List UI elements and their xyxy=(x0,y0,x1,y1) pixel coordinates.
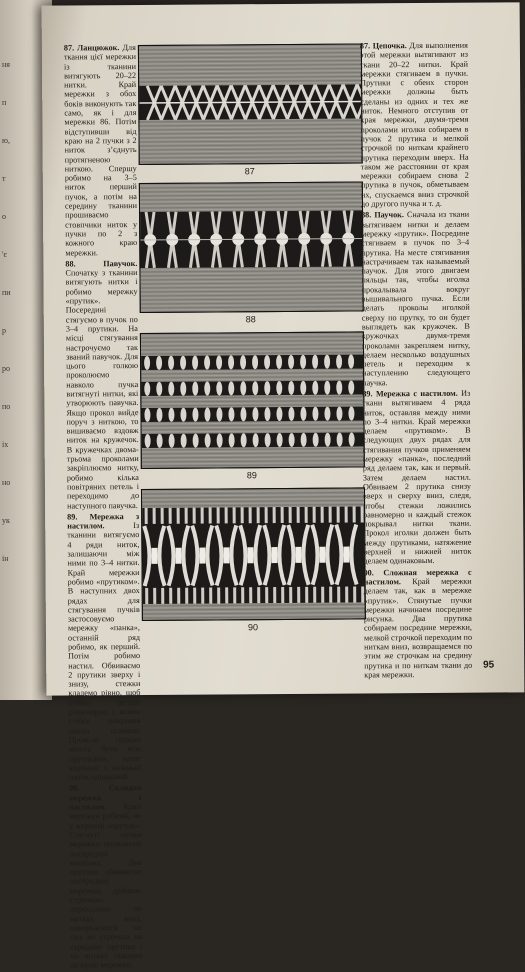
figure-90-number: 90 xyxy=(142,621,364,633)
figure-89-photo xyxy=(140,331,365,469)
left-page-fragment: ук xyxy=(2,516,10,525)
satin-wrap xyxy=(223,547,229,563)
russian-paragraph-title: 90. Сложная мережка с настилом. xyxy=(364,567,472,586)
satin-wrap xyxy=(199,548,205,564)
left-page-fragment: о xyxy=(2,212,6,221)
figure-88-number: 88 xyxy=(140,313,362,325)
satin-wrap xyxy=(295,547,301,563)
ukrainian-paragraph-title: 89. Мережка з настилом. xyxy=(67,512,139,531)
left-page-fragment: ю, xyxy=(2,136,10,145)
figure-87-photo xyxy=(138,43,363,165)
ukrainian-paragraph xyxy=(65,259,139,511)
page-number: 95 xyxy=(483,660,494,671)
ukrainian-paragraph xyxy=(69,783,142,969)
ukrainian-text-column xyxy=(64,43,142,972)
russian-paragraph-title: 88. Паучок. xyxy=(361,210,404,219)
left-page-fragment: ро xyxy=(2,364,10,373)
russian-paragraph-title: 89. Мережка с настилом. xyxy=(362,389,458,399)
left-page-fragment: іх xyxy=(2,440,8,449)
russian-paragraph-body: Сначала из ткани вытягиваем нитки и делаем мережку «прутик». Посредине стягиваем в пучок по 3–4 прутика. На месте стягивания настрачиваем так называемый паучок. Для этого двигаем пяльцы так, чтобы иголка прокалывала вокруг вышивального пучка. Если делать проколы иголкой сверху по прутку, то он будет выглядеть как кружочек. В кружочках двумя-тремя проколами закрепляем нитку, делаем несколько воздушных петель и переходим к наступлению следующего паучка. xyxy=(361,210,470,387)
figure-89-number: 89 xyxy=(141,469,363,481)
satin-wrap xyxy=(151,548,157,564)
russian-paragraph xyxy=(361,210,470,387)
embroidery-svg xyxy=(139,44,362,164)
embroidery-svg xyxy=(140,182,363,312)
ukrainian-paragraph xyxy=(67,512,141,782)
left-page-fragment: т xyxy=(2,174,6,183)
russian-paragraph-body: Из ткани вытягиваем 4 ряда ниток, оставляя между ними по 3–4 нитки. Край мережки делаем «прутиком». В следующих двух рядах для стягивания пучков применяем мережку «панка», последний ряд делаем так, как и первый. Затем делаем настил. Обвиваем 2 прутика снизу вверх и сверху вниз, следя, чтобы стежки ложились равномерно и каждый стежок покрывал нитки ткани. Прокол иголки должен быть между прутиками, натяжение верхней и нижней ниток делаем одинаковым. xyxy=(362,389,471,566)
figure-88-photo xyxy=(139,181,364,313)
satin-wrap xyxy=(247,547,253,563)
left-page-fragment: по xyxy=(2,402,10,411)
left-page-fragment: ін xyxy=(2,554,9,563)
russian-paragraph xyxy=(364,567,473,679)
figure-90-photo xyxy=(141,487,366,621)
russian-text-column xyxy=(360,41,472,682)
embroidery-svg xyxy=(141,332,364,468)
russian-paragraph-title: 87. Цепочка. xyxy=(360,41,407,50)
book-page xyxy=(42,2,525,695)
satin-wrap xyxy=(175,548,181,564)
left-page-fragment: п xyxy=(2,98,6,107)
satin-wrap xyxy=(319,547,325,563)
ukrainian-paragraph-title: 88. Павучок. xyxy=(65,259,137,269)
left-page-fragment: р xyxy=(2,326,6,335)
ukrainian-paragraph-body: Із тканини витягуємо 4 ряди ниток, залишаючи між ними по 3–4 нитки. Край мережки робимо «прутиком». В наступних двох рядах для стягування пучків застосовуємо мережку «панка», останній ряд робимо, як перший. Потім робимо настил. Обвиваємо 2 прутики зверху і знизу, стежки кладемо рівно, щоб стібки лягали рівномірно і кожен стібок покривав нитки тканини. Проколи голкою мають бути між прутиками, натяг верхньої і нижньої ниток однаковий. xyxy=(67,521,141,782)
ukrainian-paragraph-body: Для ткання цієї мережки із тканини витягують 20–22 нитки. Край мережки з обох боків виконують так само, як і для мережки 86. Потім відступивши від краю на 2 пучки з 2 ниток з’єднуть протягненою ниткою. Спершу робимо на 3–5 ниток перший пучок, а потім на середину тканини прошиваємо стовпчики ниток у пучки по 2 з кожного краю мережки. xyxy=(64,43,137,257)
satin-wrap xyxy=(271,547,277,563)
ukrainian-paragraph-title: 90. Складна мережка з настилом. xyxy=(69,783,141,811)
ukrainian-paragraph-body: Край мережки робимо, як у мережці «прутик». Стягнуті пучки мережки починаємо посередині малюнка. Два прутики обвиваємо посередині мережки, дрібною строчкою переходимо по нитках вниз, повертаємося по цих же строчках на середину прутика і по нитках тканини до краю мережки. xyxy=(69,802,142,970)
figure-87-number: 87 xyxy=(139,165,361,177)
ukrainian-paragraph-body: Спочатку з тканини витягують нитки і робимо мережку «прутик». Посередині стягуємо в пучок по 3–4 прутики. На місці стягування настрочуємо так званий павучок. Для цього голкою проколюємо навколо пучка витягнуті нитки, які утворюють павучка. Якщо прокол вийде поруч з ниткою, то вишиваємо вздовж ниток на кружечок. В кружечках двома-трьома проколами закріплюємо нитку, робимо кілька повітряних петель і переходимо до наступного павучка. xyxy=(65,268,139,510)
satin-wrap xyxy=(343,547,349,563)
russian-paragraph xyxy=(360,41,469,209)
russian-paragraph xyxy=(362,389,471,566)
left-page-fragment: но xyxy=(2,478,10,487)
left-page-fragment: пи xyxy=(2,288,11,297)
left-page-fragment: ня xyxy=(2,60,10,69)
russian-paragraph-body: Для выполнения этой мережки вытягивают из ткани 20–22 нитки. Край мережки стягиваем в пучки. Прутики с обеих сторон мережки должны быть сделаны из одних и тех же ниток. Немного отступив от края мережки, двумя-тремя проколами иголки собираем в пучок 2 прутика и мелкой строчкой по ниткам крайнего прутика переходим вверх. На таком же расстоянии от края мережки собираем снова 2 прутика в пучок, обметываем их, спускаемся вниз строчкой до другого пучка и т. д. xyxy=(360,41,469,209)
ukrainian-paragraph xyxy=(64,43,137,257)
ukrainian-paragraph-title: 87. Ланцюжок. xyxy=(64,43,120,52)
russian-paragraph-body: Край мережки делаем так, как в мережке «прутик». Стянутые пучки мережки начинаем посредине рисунка. Два прутика собираем посредине мережки, мелкой строчкой переходим по ниткам вниз, возвращаемся по этим же строчкам на средину прутика и по ниткам ткани до края мережки. xyxy=(364,577,473,680)
embroidery-svg xyxy=(142,488,365,620)
left-page-fragment: 'є xyxy=(2,250,7,259)
